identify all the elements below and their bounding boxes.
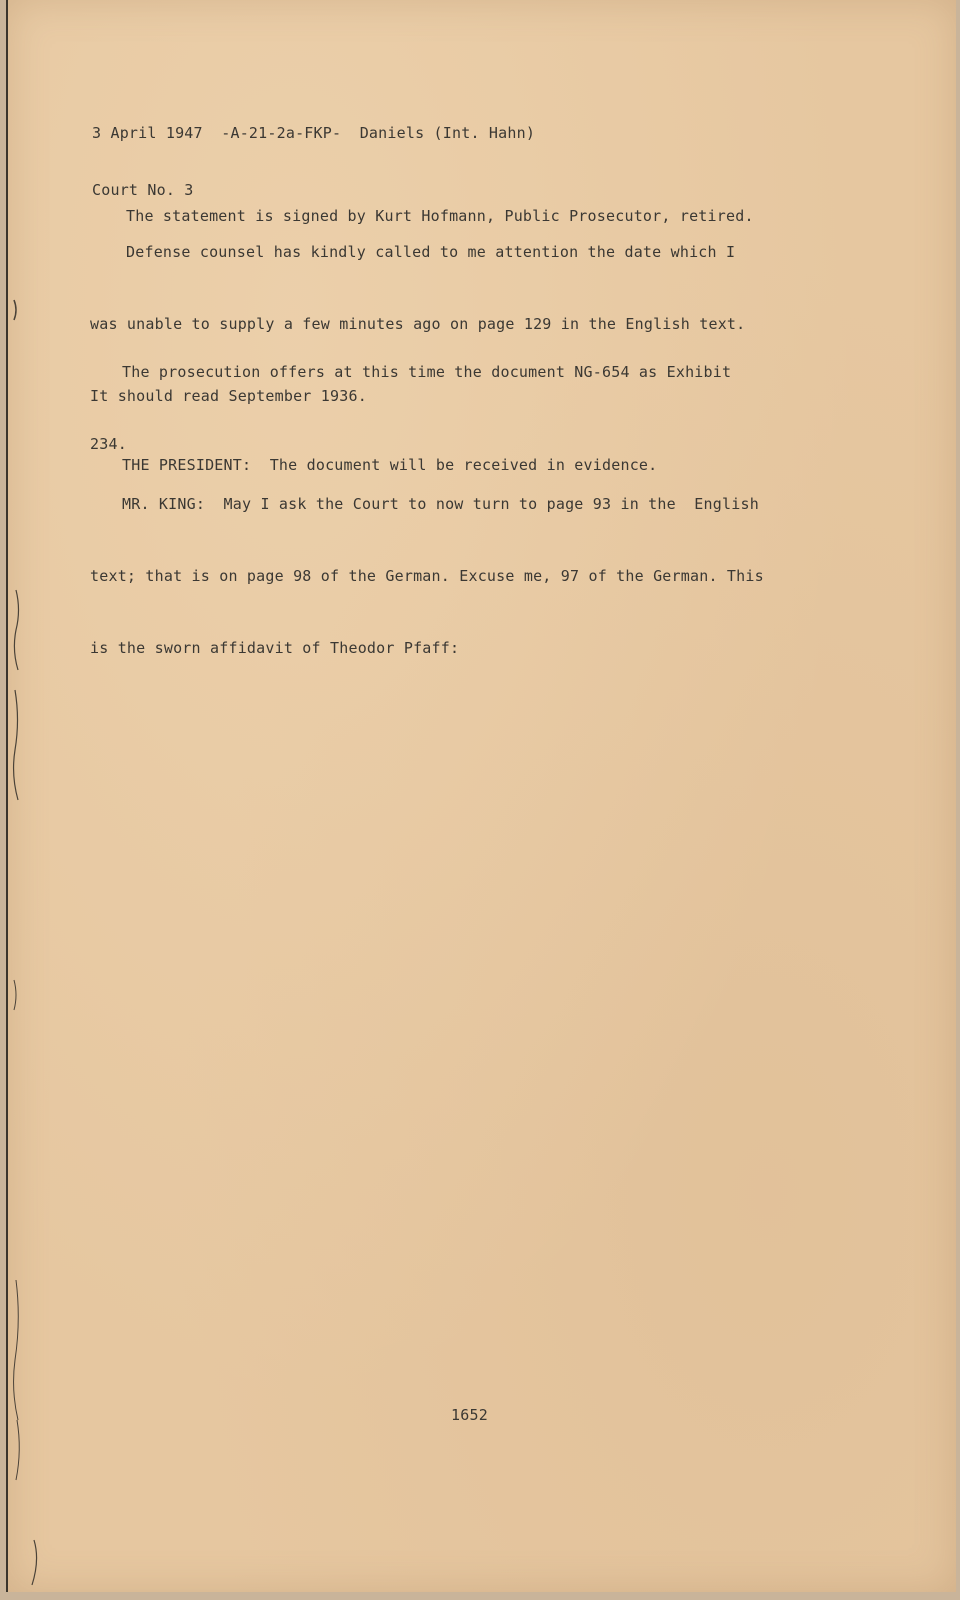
text-line: was unable to supply a few minutes ago on page 129 in the English text. — [90, 315, 746, 333]
text-line: Defense counsel has kindly called to me attention the date which I — [126, 243, 736, 261]
binding-edge-marks — [8, 0, 38, 1592]
text-line: It should read September 1936. — [90, 387, 367, 405]
text-line: is the sworn affidavit of Theodor Pfaff: — [90, 639, 460, 657]
header-line-court: Court No. 3 — [92, 181, 194, 199]
text-line: The prosecution offers at this time the document NG-654 as Exhibit — [122, 363, 732, 381]
text-line: text; that is on page 98 of the German. Excuse me, 97 of the German. This — [90, 567, 764, 585]
text-line: THE PRESIDENT: The document will be received in evidence. — [122, 456, 658, 474]
text-line: MR. KING: May I ask the Court to now turn to page 93 in the English — [122, 495, 759, 513]
text-line: 234. — [90, 435, 127, 453]
page-number: 1652 — [451, 1406, 488, 1424]
text-line: The statement is signed by Kurt Hofmann, Public Prosecutor, retired. — [126, 207, 754, 225]
document-page — [6, 0, 956, 1592]
paragraph-mr-king — [90, 450, 850, 702]
header-line-date-reference: 3 April 1947 -A-21-2a-FKP- Daniels (Int. Hahn) — [92, 124, 536, 142]
